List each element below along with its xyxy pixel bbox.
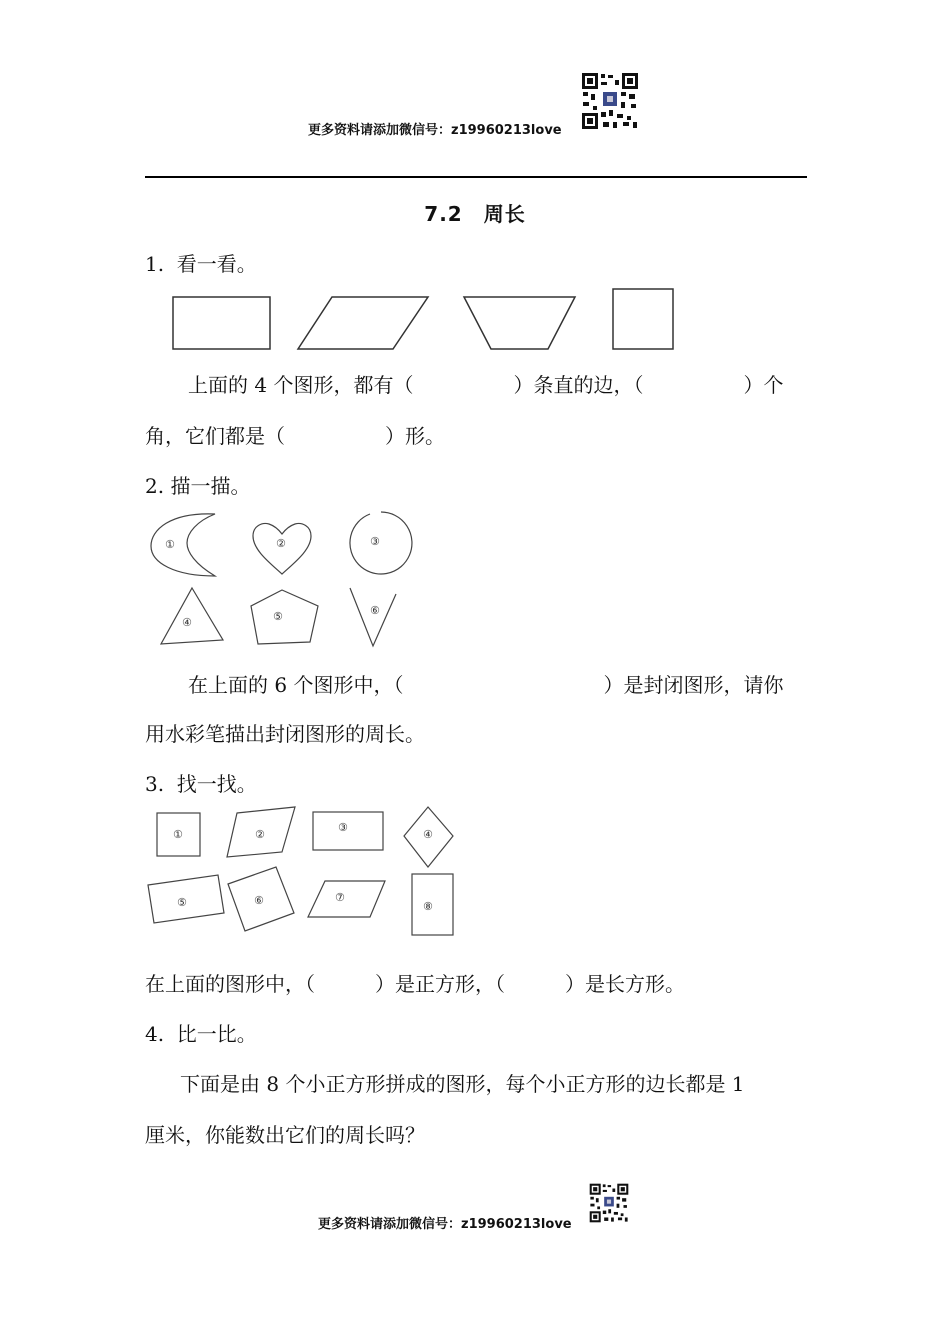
q3-line1: 在上面的图形中，（ ）是正方形，（ ）是长方形。 [145,972,685,996]
footer-qr-code-icon [589,1183,629,1223]
qr-code-icon [581,72,639,130]
shape3-label-2: ② [255,828,265,841]
q1-line1: 上面的 4 个图形，都有（ ）条直的边，（ ）个 [188,373,784,397]
crescent-shape [151,514,215,576]
trapezoid-shape [464,297,575,349]
q2-line1: 在上面的 6 个图形中，（ ）是封闭图形，请你 [188,673,784,697]
page-title: 7.2 周长 [424,202,526,226]
q3-shapes [145,804,465,940]
shape3-label-6: ⑥ [254,894,264,907]
shape-label-4: ④ [182,616,192,629]
q2-heading: 2. 描一描。 [145,474,251,498]
shape-label-1: ① [165,538,175,551]
q1-shapes [160,284,690,358]
q4-heading: 4. 比一比。 [145,1022,257,1046]
shape3-label-4: ④ [423,828,433,841]
open-circle-shape [350,512,412,574]
header-divider [145,176,807,178]
shape-label-2: ② [276,537,286,550]
q4-line1: 下面是由 8 个小正方形拼成的图形，每个小正方形的边长都是 1 [180,1072,745,1096]
rectangle-3 [313,812,383,850]
q4-line2: 厘米，你能数出它们的周长吗？ [145,1123,425,1147]
square-shape [613,289,673,349]
shape3-label-8: ⑧ [423,900,433,913]
header-wechat-text: 更多资料请添加微信号：z19960213love [308,123,562,138]
triangle-shape [161,588,223,644]
shape-label-3: ③ [370,535,380,548]
shape3-label-5: ⑤ [177,896,187,909]
shape-label-6: ⑥ [370,604,380,617]
shape-label-5: ⑤ [273,610,283,623]
shape3-label-1: ① [173,828,183,841]
shape3-label-3: ③ [338,821,348,834]
q2-shapes [145,508,445,658]
q1-heading: 1. 看一看。 [145,252,257,276]
open-v-shape [350,588,396,646]
q1-line2: 角，它们都是（ ）形。 [145,424,445,448]
shape3-label-7: ⑦ [335,891,345,904]
parallelogram-7 [308,881,385,917]
rectangle-shape [173,297,270,349]
q2-line2: 用水彩笔描出封闭图形的周长。 [145,722,425,746]
footer-wechat-text: 更多资料请添加微信号：z19960213love [318,1217,572,1232]
parallelogram-shape [298,297,428,349]
pentagon-shape [251,590,318,644]
q3-heading: 3. 找一找。 [145,772,257,796]
